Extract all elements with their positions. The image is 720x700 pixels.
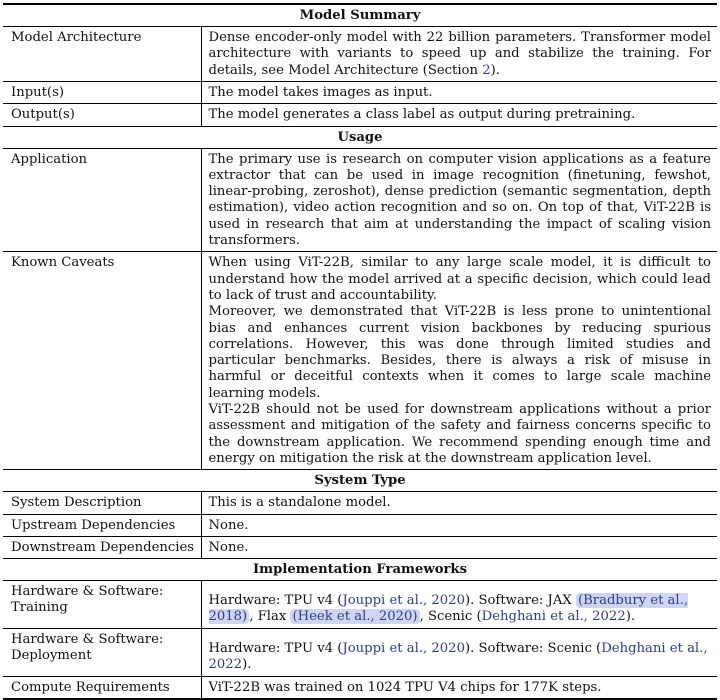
caveat-paragraph: When using ViT-22B, similar to any large scale model, it is difficult to understand how the model arrived at a specific decision, which could lead to lack of trust and accountability. [208, 255, 711, 303]
text-segment: ). [625, 609, 636, 625]
row-application [3, 148, 717, 252]
row-value: The primary use is research on computer vision applications as a feature extractor that can be used in image recognition (finetuning, fewshot, linear-probing, zeroshot), dense prediction (semantic segmentation, depth estimation), video action recognition and so on. On top of that, ViT-22B is used in research that aim at understanding the impact of scaling vision transformers. [201, 148, 717, 252]
row-value: This is a standalone model. [201, 492, 717, 514]
row-output [3, 104, 717, 126]
row-label: Downstream Dependencies [3, 536, 201, 558]
row-compute-requirements [3, 677, 717, 700]
row-label-line: Hardware & Software: [11, 632, 164, 648]
row-value [201, 27, 717, 82]
row-value [201, 252, 717, 470]
section-header-implementation-frameworks [3, 559, 717, 581]
text-segment: Hardware: TPU v4 ( [208, 593, 343, 609]
section-title: Model Summary [3, 4, 717, 27]
row-value: None. [201, 536, 717, 558]
row-label [3, 581, 201, 629]
citation-jouppi[interactable]: Jouppi et al., 2020 [342, 593, 465, 609]
row-hardware-software-deployment [3, 629, 717, 677]
section-header-usage [3, 126, 717, 148]
row-known-caveats [3, 252, 717, 470]
model-card-table [3, 3, 717, 700]
row-upstream-dependencies [3, 514, 717, 536]
row-value: ViT-22B was trained on 1024 TPU V4 chips for 177K steps. [201, 677, 717, 700]
row-model-architecture [3, 27, 717, 82]
row-label: Model Architecture [3, 27, 201, 82]
row-label: Output(s) [3, 104, 201, 126]
row-label [3, 629, 201, 677]
citation-dehghani[interactable]: Dehghani et al., [601, 641, 708, 657]
row-input [3, 82, 717, 104]
caveat-paragraph: Moreover, we demonstrated that ViT-22B is less prone to unintentional bias and enhances current vision backbones by reducing spurious correlations. However, this was done through limited studies and particular benchmarks. Besides, there is always a risk of misuse in harmful or deceitful contexts when it comes to large scale machine learning models. [208, 304, 711, 401]
section-title: Implementation Frameworks [3, 559, 717, 581]
section-title: System Type [3, 470, 717, 492]
row-label-line: Training [11, 600, 68, 616]
row-value: The model takes images as input. [201, 82, 717, 104]
row-label: Input(s) [3, 82, 201, 104]
row-value [201, 629, 717, 677]
text-segment: , Flax [249, 609, 291, 625]
citation-dehghani-year[interactable]: 2022 [208, 657, 243, 673]
model-card [3, 3, 717, 700]
architecture-text: Dense encoder-only model with 22 billion parameters. Transformer model architecture with variants to speed up and stabilize the training. For details, see Model Architecture (Section [208, 30, 711, 78]
row-label: System Description [3, 492, 201, 514]
citation-heek[interactable]: (Heek et al., 2020) [292, 609, 418, 625]
caveat-paragraph: ViT-22B should not be used for downstream applications without a prior assessment and mitigation of the safety and fairness concerns specific to the downstream application. We recommend spending enough time and energy on mitigation the risk at the downstream application level. [208, 402, 711, 466]
row-label: Compute Requirements [3, 677, 201, 700]
section-header-system-type [3, 470, 717, 492]
row-system-description [3, 492, 717, 514]
section-header-model-summary [3, 4, 717, 27]
row-label: Application [3, 148, 201, 252]
citation-jouppi[interactable]: Jouppi et al., 2020 [342, 641, 465, 657]
section-ref-link[interactable]: 2 [482, 62, 491, 78]
row-hardware-software-training [3, 581, 717, 629]
row-value: None. [201, 514, 717, 536]
text-segment: , Scenic ( [419, 609, 482, 625]
row-label-line: Hardware & Software: [11, 584, 164, 600]
row-label-line: Deployment [11, 648, 92, 664]
text-segment: ). Software: Scenic ( [464, 641, 602, 657]
citation-bradbury[interactable]: (Bradbury et al., 2018) [208, 593, 689, 625]
row-value: The model generates a class label as output during pretraining. [201, 104, 717, 126]
citation-dehghani[interactable]: Dehghani et al., 2022 [481, 609, 626, 625]
text-segment: Hardware: TPU v4 ( [208, 641, 343, 657]
text-segment: ). Software: JAX [464, 593, 576, 609]
section-title: Usage [3, 126, 717, 148]
row-label: Known Caveats [3, 252, 201, 470]
architecture-text-end: ). [490, 62, 500, 78]
row-label: Upstream Dependencies [3, 514, 201, 536]
row-value [201, 581, 717, 629]
row-downstream-dependencies [3, 536, 717, 558]
text-segment: ). [242, 657, 252, 673]
